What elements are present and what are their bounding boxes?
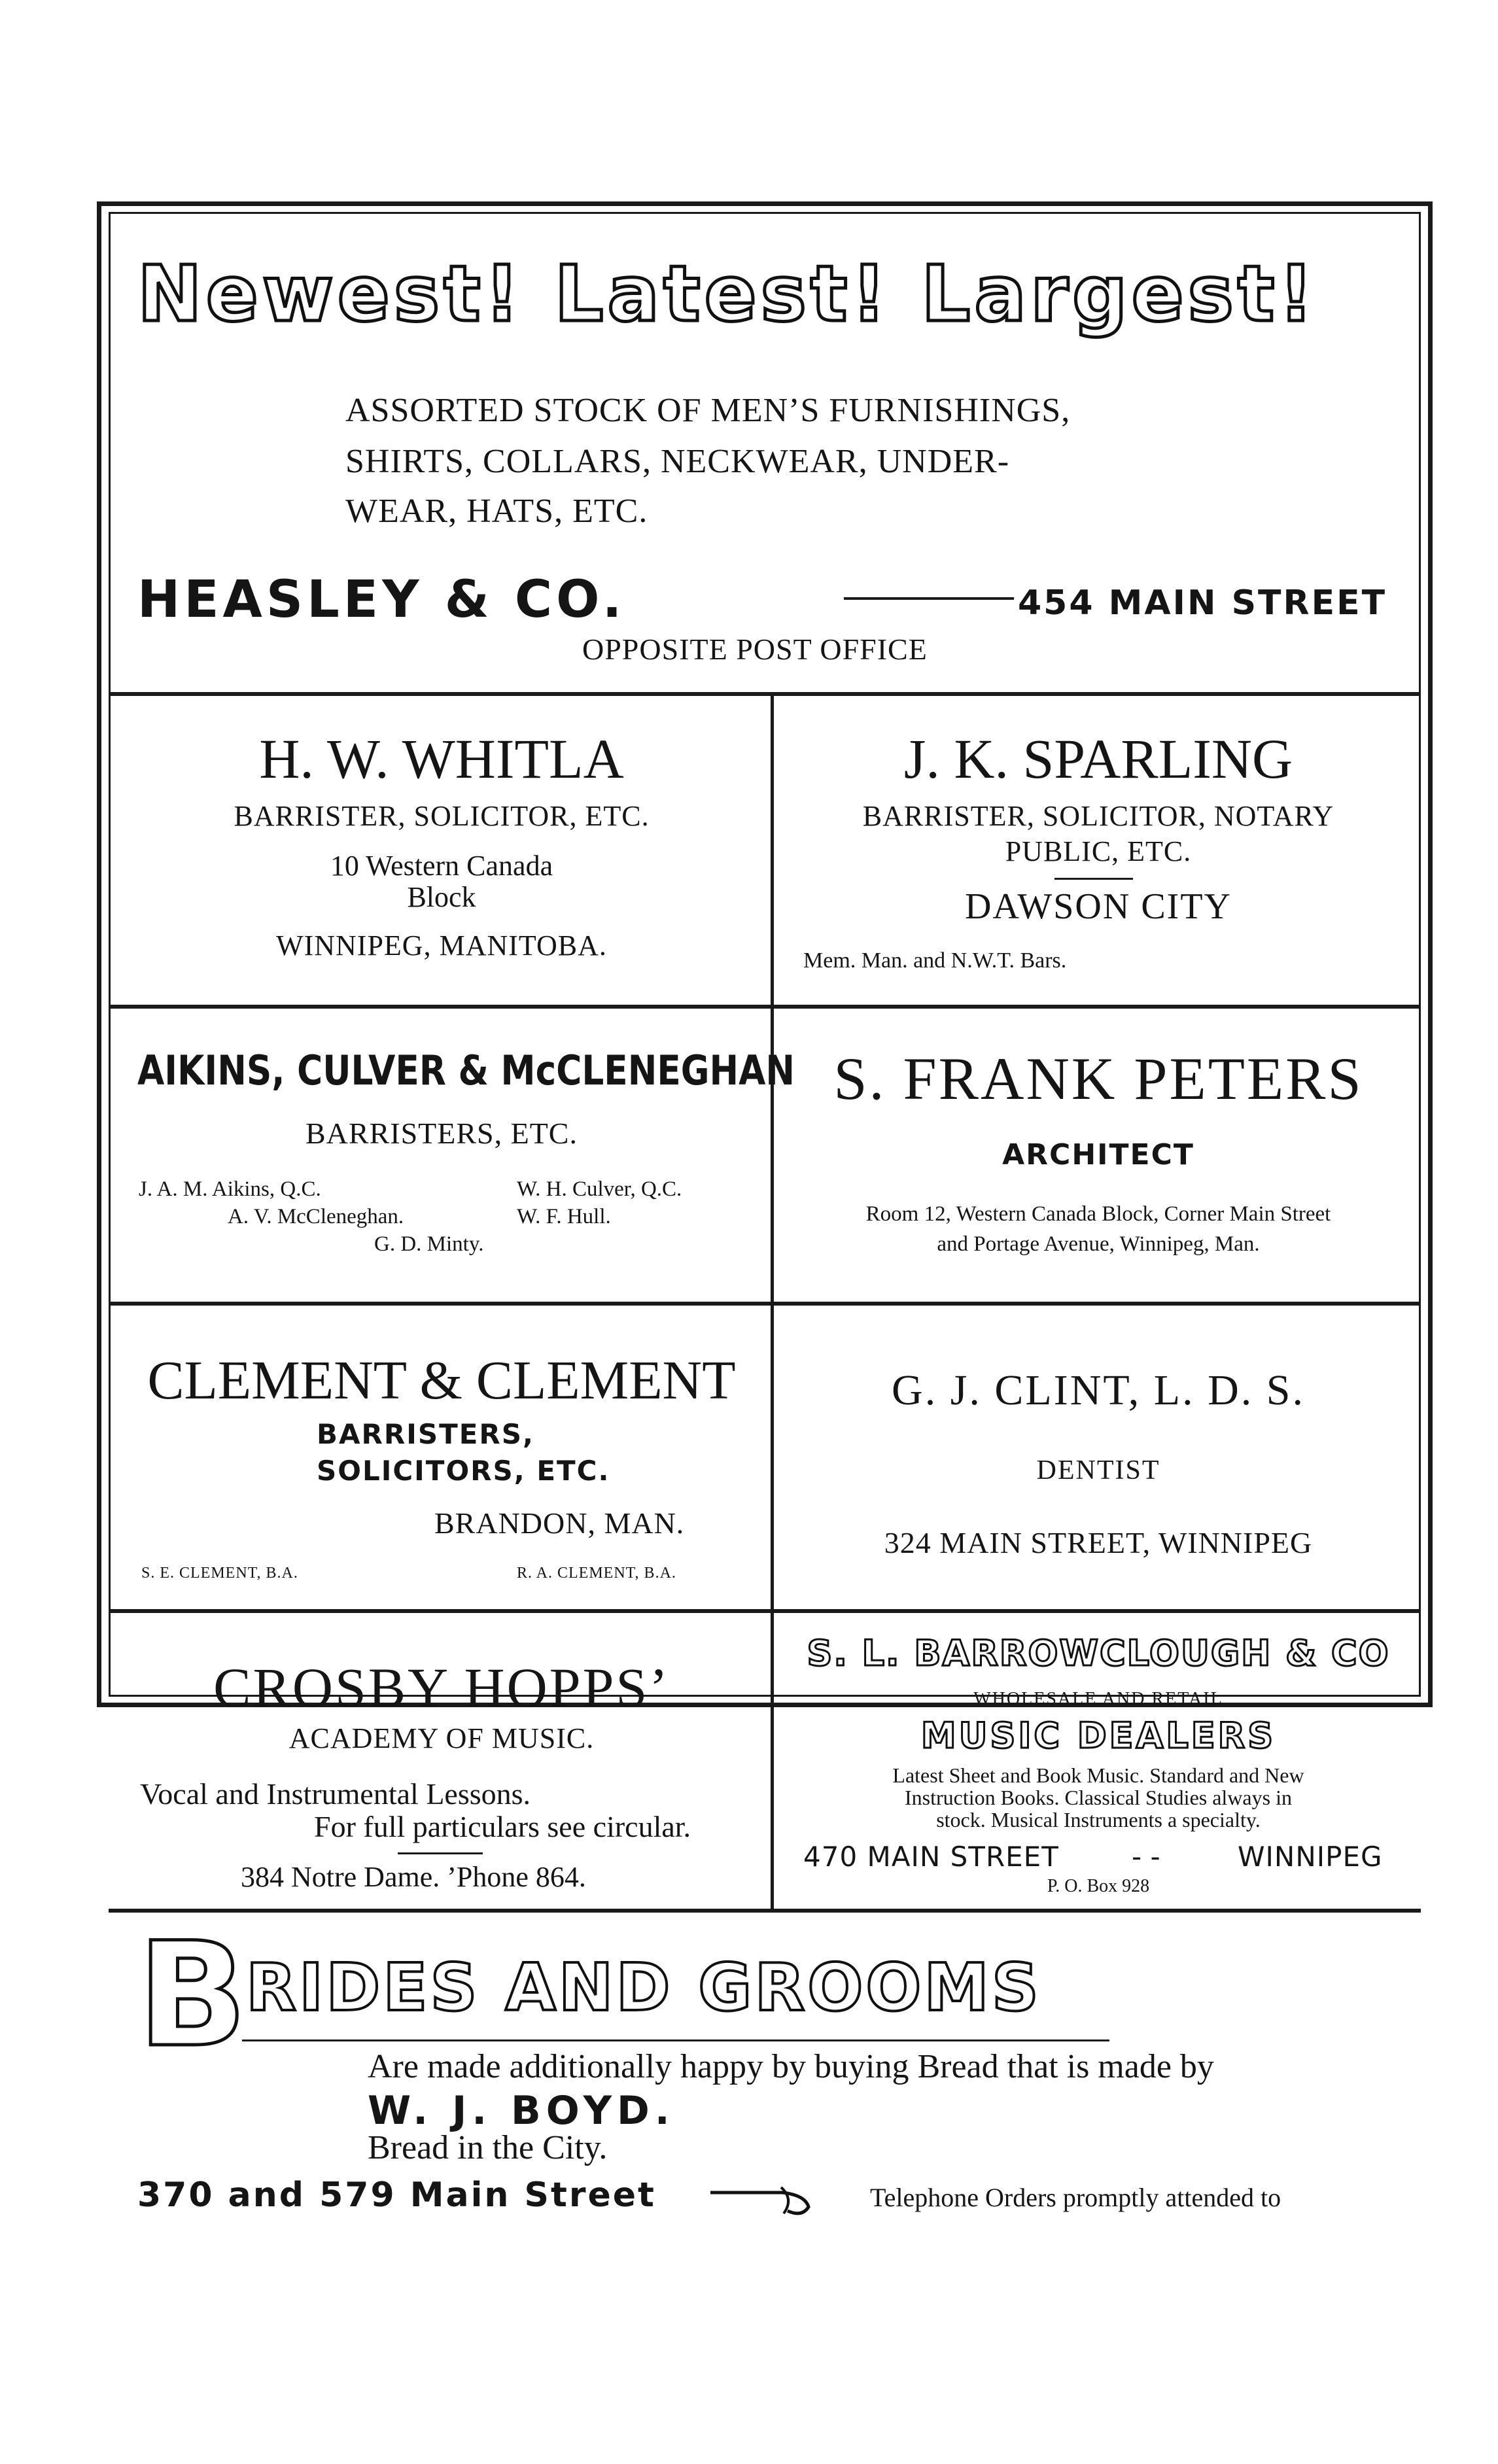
- clement-title-2: SOLICITORS, ETC.: [317, 1455, 610, 1487]
- whitla-title: BARRISTER, SOLICITOR, ETC.: [234, 800, 650, 832]
- boyd-name: W. J. BOYD.: [368, 2088, 675, 2134]
- heasley-address: 454 MAIN STREET: [1018, 583, 1387, 623]
- heasley-stock-line-2: SHIRTS, COLLARS, NECKWEAR, UNDER-: [345, 443, 1010, 480]
- clement-city: BRANDON, MAN.: [434, 1506, 685, 1540]
- aikins-partner-5: G. D. Minty.: [374, 1232, 484, 1256]
- whitla-address-1: 10 Western Canada: [330, 850, 553, 882]
- divider-2: [109, 1005, 1421, 1009]
- divider-3: [109, 1302, 1421, 1306]
- boyd-arrow-flourish: [710, 2173, 815, 2220]
- barrowclough-desc-3: stock. Musical Instruments a specialty.: [936, 1808, 1261, 1831]
- hopps-address: 384 Notre Dame. ’Phone 864.: [241, 1861, 586, 1893]
- barrowclough-desc-2: Instruction Books. Classical Studies always in: [905, 1786, 1292, 1809]
- boyd-line-3: Bread in the City.: [368, 2129, 608, 2166]
- heasley-location: OPPOSITE POST OFFICE: [582, 633, 928, 666]
- barrowclough-trade: MUSIC DEALERS: [920, 1715, 1276, 1756]
- sparling-name: J. K. SPARLING: [903, 727, 1293, 790]
- barrowclough-address: 470 MAIN STREET: [803, 1841, 1059, 1873]
- divider-4: [109, 1609, 1421, 1613]
- aikins-title: BARRISTERS, ETC.: [305, 1117, 578, 1150]
- barrowclough-po-box: P. O. Box 928: [1047, 1876, 1150, 1896]
- divider-1: [109, 692, 1421, 696]
- column-divider: [771, 696, 774, 1909]
- whitla-city: WINNIPEG, MANITOBA.: [276, 929, 607, 962]
- clement-partner-1: S. E. CLEMENT, B.A.: [141, 1565, 298, 1582]
- heasley-name: HEASLEY & CO.: [137, 570, 626, 629]
- hopps-line-2: For full particulars see circular.: [314, 1810, 691, 1843]
- sparling-title-1: BARRISTER, SOLICITOR, NOTARY: [862, 800, 1334, 832]
- barrowclough-city: WINNIPEG: [1238, 1841, 1383, 1873]
- whitla-address-2: Block: [407, 881, 476, 913]
- aikins-partner-1: J. A. M. Aikins, Q.C.: [139, 1177, 321, 1201]
- hopps-subtitle: ACADEMY OF MUSIC.: [288, 1722, 595, 1754]
- clint-name: G. J. CLINT, L. D. S.: [892, 1366, 1305, 1414]
- sparling-note: Mem. Man. and N.W.T. Bars.: [803, 948, 1067, 973]
- barrowclough-subtitle: WHOLESALE AND RETAIL: [973, 1689, 1223, 1709]
- heasley-arrow-rule: [844, 597, 1014, 600]
- peters-address-1: Room 12, Western Canada Block, Corner Main Street: [865, 1202, 1331, 1226]
- boyd-telephone: Telephone Orders promptly attended to: [870, 2183, 1281, 2212]
- boyd-address: 370 and 579 Main Street: [137, 2176, 656, 2215]
- aikins-partner-3: A. V. McCleneghan.: [228, 1205, 404, 1228]
- heasley-stock-line-1: ASSORTED STOCK OF MEN’S FURNISHINGS,: [345, 392, 1071, 429]
- hopps-rule: [398, 1852, 483, 1854]
- barrowclough-name: S. L. BARROWCLOUGH & CO: [807, 1633, 1390, 1674]
- sparling-title-2: PUBLIC, ETC.: [1005, 835, 1192, 867]
- boyd-initial: B: [137, 1911, 247, 2079]
- heasley-headline: Newest! Latest! Largest!: [137, 249, 1318, 339]
- clement-name: CLEMENT & CLEMENT: [147, 1350, 736, 1411]
- hopps-line-1: Vocal and Instrumental Lessons.: [140, 1777, 531, 1811]
- hopps-name: CROSBY HOPPS’: [213, 1656, 670, 1719]
- clint-title: DENTIST: [1036, 1455, 1160, 1485]
- boyd-headline-rule: [242, 2039, 1109, 2041]
- heasley-stock-line-3: WEAR, HATS, ETC.: [345, 493, 648, 530]
- boyd-headline: RIDES AND GROOMS: [246, 1949, 1041, 2026]
- aikins-partner-4: W. F. Hull.: [517, 1205, 611, 1228]
- peters-title: ARCHITECT: [1002, 1138, 1194, 1171]
- peters-address-2: and Portage Avenue, Winnipeg, Man.: [937, 1232, 1260, 1256]
- sparling-city: DAWSON CITY: [965, 886, 1232, 927]
- whitla-name: H. W. WHITLA: [259, 727, 624, 790]
- divider-5: [109, 1909, 1421, 1913]
- aikins-partner-2: W. H. Culver, Q.C.: [517, 1177, 682, 1201]
- barrowclough-desc-1: Latest Sheet and Book Music. Standard and New: [892, 1763, 1304, 1787]
- aikins-name: AIKINS, CULVER & McCLENEGHAN: [137, 1047, 795, 1094]
- boyd-line-1: Are made additionally happy by buying Bread that is made by: [368, 2048, 1214, 2085]
- clement-title-1: BARRISTERS,: [317, 1418, 534, 1450]
- peters-name: S. FRANK PETERS: [833, 1045, 1363, 1112]
- barrowclough-dashes: - -: [1132, 1841, 1160, 1873]
- sparling-rule: [1054, 878, 1133, 880]
- clement-partner-2: R. A. CLEMENT, B.A.: [517, 1565, 676, 1582]
- clint-address: 324 MAIN STREET, WINNIPEG: [884, 1526, 1313, 1559]
